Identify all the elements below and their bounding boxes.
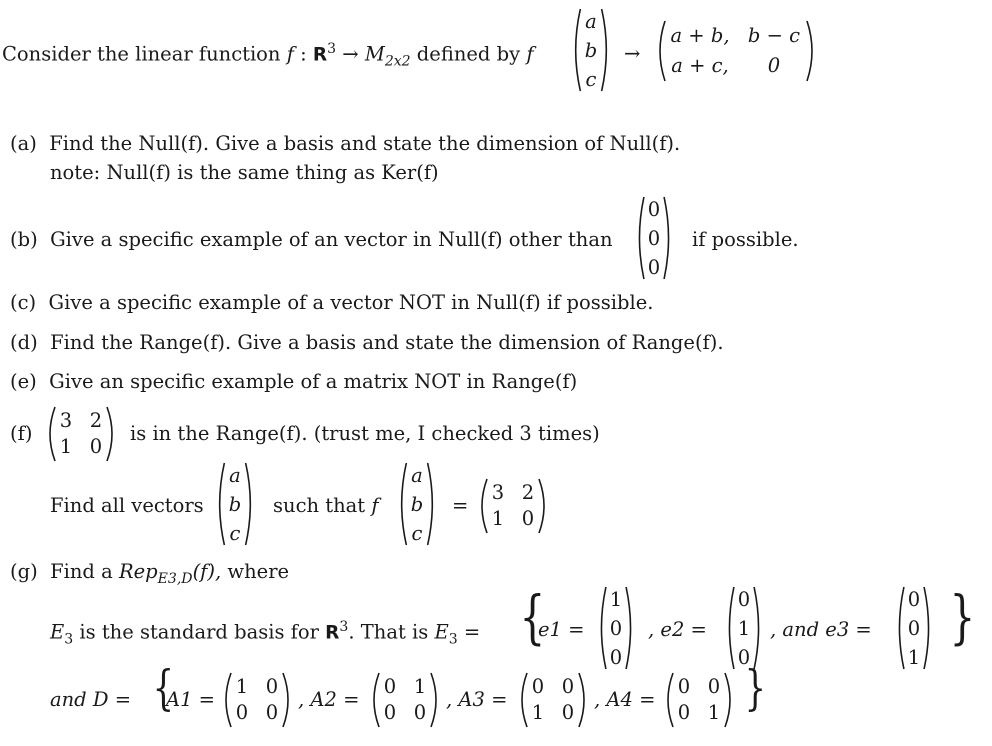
part-label: (a) — [10, 132, 37, 155]
intro-f: f — [526, 42, 534, 66]
part-f-equals: = — [452, 494, 469, 517]
part-d — [10, 333, 724, 353]
vec-entry: c — [585, 68, 597, 91]
part-label: (c) — [10, 291, 37, 314]
intro-colon: : — [300, 42, 307, 66]
part-text: Find the Range(f). Give a basis and state the dimension of Range(f). — [50, 331, 724, 354]
vec-entry: 1 — [609, 588, 623, 611]
part-label: (g) — [10, 560, 38, 583]
mat-entry: 0 — [767, 54, 781, 77]
intro-defined-by: defined by — [416, 42, 521, 66]
r-symbol: R — [325, 622, 340, 644]
vec-entry: a — [585, 10, 597, 33]
part-a — [10, 134, 680, 154]
vec-entry: a — [411, 464, 423, 487]
e1-vector — [598, 586, 634, 670]
vec-entry: b — [584, 39, 598, 62]
vec-entry: 0 — [647, 256, 661, 279]
part-label: (d) — [10, 331, 38, 354]
mat-entry: 2 — [521, 481, 535, 504]
left-brace-d: { — [152, 660, 174, 716]
vec-entry: 0 — [737, 588, 751, 611]
mat-entry: 1 — [707, 701, 721, 724]
mat-entry: 0 — [561, 675, 575, 698]
part-text: Give an specific example of a matrix NOT in Range(f) — [49, 370, 578, 393]
vec-entry: 0 — [647, 227, 661, 250]
A2-label: , A2 = — [298, 688, 360, 711]
mat-entry: 0 — [413, 701, 427, 724]
A2-label-text: A2 = — [310, 688, 360, 711]
part-label: (b) — [10, 228, 38, 251]
vec-entry: b — [410, 493, 424, 516]
left-brace-e3: { — [519, 583, 546, 651]
vec-entry: 0 — [609, 617, 623, 640]
mat-entry: 1 — [59, 435, 73, 458]
rep-subscript: E3,D — [157, 570, 193, 587]
vec-entry: c — [411, 522, 423, 545]
part-text: Give a specific example of an vector in Null(f) other than — [50, 228, 613, 251]
where-text: where — [227, 560, 290, 583]
A4-label-text: A4 = — [606, 688, 656, 711]
vec-entry: 0 — [907, 617, 921, 640]
e1-label: e1 = — [538, 618, 585, 641]
intro-maps-to: → — [624, 42, 641, 65]
basis-description: is the standard basis for — [79, 620, 319, 644]
part-f-such-that — [273, 496, 379, 516]
vec-entry: 0 — [737, 646, 751, 669]
e2-label-text: e2 = — [660, 618, 707, 641]
A3-label-text: A3 = — [458, 688, 508, 711]
part-b-tail: if possible. — [692, 228, 799, 251]
mat-entry: 0 — [531, 675, 545, 698]
A1-label: A1 = — [166, 688, 216, 711]
part-label: (e) — [10, 370, 37, 393]
zero-vector — [636, 196, 672, 280]
part-a-note: note: Null(f) is the same thing as Ker(f) — [50, 161, 439, 184]
part-f-matrix — [46, 406, 116, 462]
vec-entry: 1 — [737, 617, 751, 640]
part-e — [10, 372, 577, 392]
mat-entry: 0 — [561, 701, 575, 724]
part-c — [10, 293, 653, 313]
part-f-text: is in the Range(f). (trust me, I checked 3 times) — [130, 422, 600, 445]
intro-line — [2, 42, 534, 69]
rep-argument: (f), — [192, 560, 222, 583]
mat-entry: 1 — [413, 675, 427, 698]
mat-entry: b − c — [747, 24, 801, 47]
mat-entry: 0 — [677, 675, 691, 698]
intro-output-matrix — [656, 20, 816, 82]
e3-vector — [896, 586, 932, 670]
A1-matrix — [222, 672, 292, 728]
part-b — [10, 230, 613, 250]
A3-label: , A3 = — [446, 688, 508, 711]
part-f-vector-1 — [216, 462, 254, 546]
part-text: Find the Null(f). Give a basis and state the dimension of Null(f). — [49, 132, 681, 155]
mat-entry: 1 — [491, 507, 505, 530]
mat-entry: 0 — [383, 701, 397, 724]
mat-entry: 0 — [383, 675, 397, 698]
mat-entry: a + b, — [670, 24, 730, 47]
mat-entry: 0 — [677, 701, 691, 724]
basis-symbol: E — [50, 620, 65, 644]
intro-domain: R — [312, 44, 328, 66]
part-text: Find a — [50, 560, 113, 583]
vec-entry: c — [229, 522, 241, 545]
mat-entry: 3 — [491, 481, 505, 504]
right-brace-d: } — [744, 660, 766, 716]
mat-entry: 0 — [89, 435, 103, 458]
right-brace-e3: } — [949, 583, 976, 651]
r-exponent: 3 — [339, 619, 349, 635]
mat-entry: 0 — [265, 701, 279, 724]
mat-entry: 2 — [89, 409, 103, 432]
rep-symbol: Rep — [118, 560, 158, 583]
intro-input-vector — [572, 8, 610, 92]
standard-basis-line: $E_3$ is the standard basis for $R^3$. That is $E_3$ = — [50, 619, 481, 648]
intro-domain-exp: 3 — [327, 41, 337, 57]
f-symbol: f — [371, 494, 379, 517]
part-f-find: Find all vectors — [50, 494, 204, 517]
intro-arrow: → — [342, 42, 359, 66]
A3-matrix — [518, 672, 588, 728]
A4-matrix — [664, 672, 734, 728]
left-paren — [660, 21, 665, 81]
and-d-label: and D = — [50, 688, 132, 711]
mat-entry: 3 — [59, 409, 73, 432]
part-f-vector-2 — [398, 462, 436, 546]
intro-text: Consider the linear function — [2, 42, 281, 66]
part-text: Give a specific example of a vector NOT in Null(f) if possible. — [48, 291, 654, 314]
e3-label-text: e3 = — [825, 618, 872, 641]
right-paren — [807, 21, 812, 81]
A2-matrix — [370, 672, 440, 728]
mat-entry: 1 — [531, 701, 545, 724]
vec-entry: 0 — [907, 588, 921, 611]
A4-label: , A4 = — [594, 688, 656, 711]
part-g — [10, 562, 289, 586]
part-f-matrix-2 — [478, 478, 548, 534]
intro-codomain-sub: 2x2 — [384, 53, 411, 70]
vec-entry: 0 — [647, 198, 661, 221]
e2-label: , e2 = — [648, 618, 707, 641]
mat-entry: a + c, — [671, 54, 729, 77]
and-text: , and — [770, 618, 820, 641]
mat-entry: 0 — [707, 675, 721, 698]
vec-entry: 1 — [907, 646, 921, 669]
e3-label — [770, 620, 872, 640]
vec-entry: 0 — [609, 646, 623, 669]
mat-entry: 0 — [521, 507, 535, 530]
intro-codomain: M — [364, 42, 385, 66]
basis-subscript: 3 — [64, 631, 74, 648]
intro-f-symbol: f — [286, 42, 294, 66]
mat-entry: 0 — [265, 675, 279, 698]
that-is-text: . That is — [348, 620, 429, 644]
mat-entry: 0 — [235, 701, 249, 724]
e2-vector — [726, 586, 762, 670]
vec-entry: b — [228, 493, 242, 516]
vec-entry: a — [229, 464, 241, 487]
such-that-text: such that — [273, 494, 366, 517]
part-f-label: (f) — [10, 422, 33, 445]
mat-entry: 1 — [235, 675, 249, 698]
